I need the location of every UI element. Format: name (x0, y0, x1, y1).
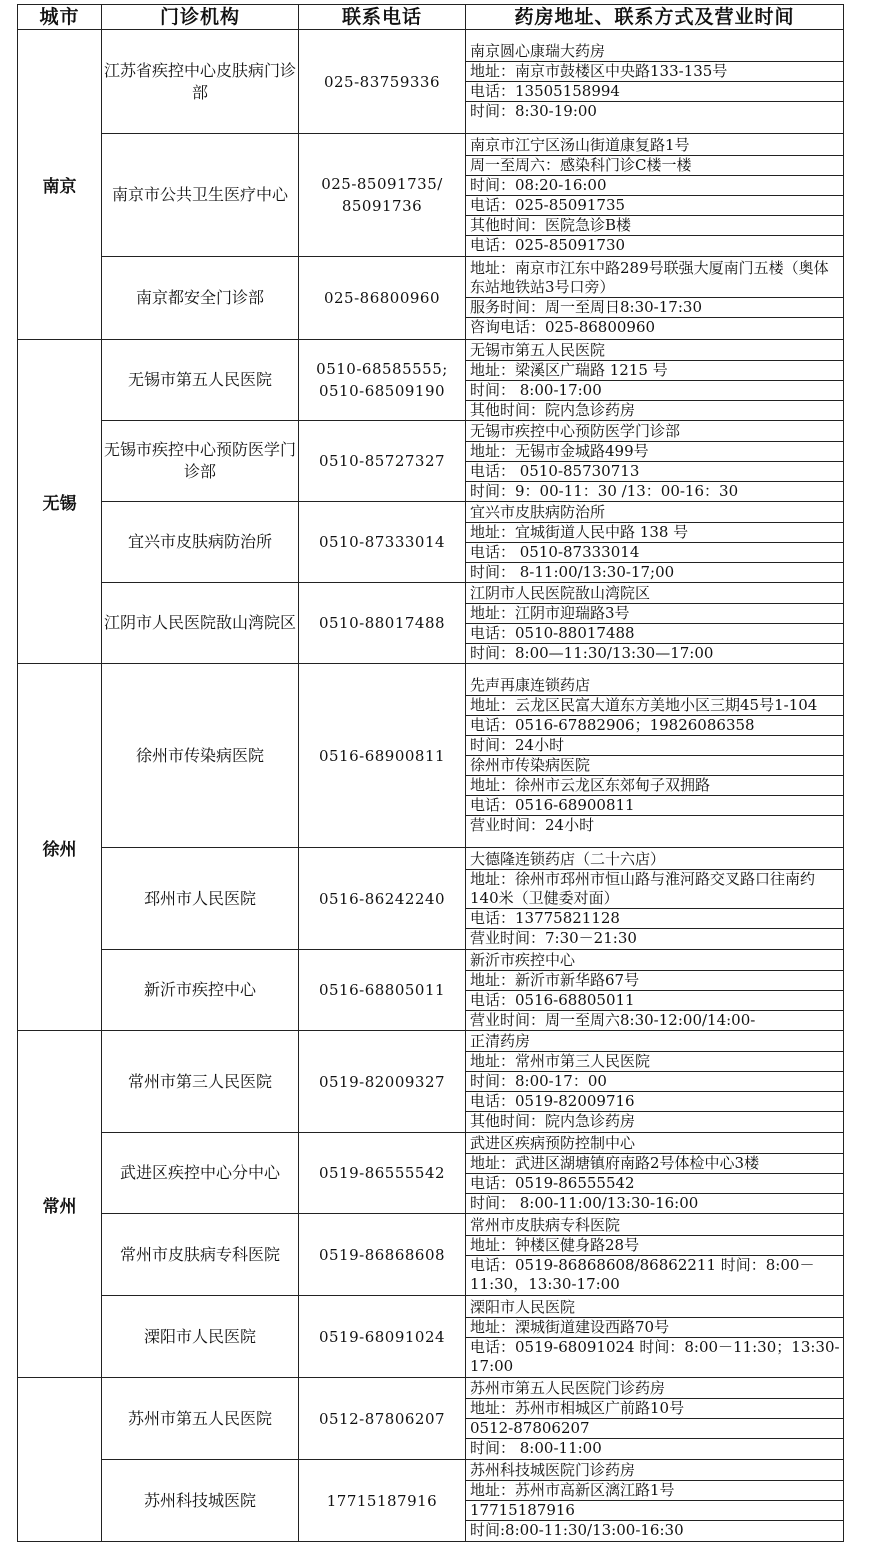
pharmacy-line: 宜兴市皮肤病防治所 (466, 503, 843, 523)
pharmacy-line: 电话：0516-67882906；19826086358 (466, 716, 843, 736)
pharmacy-line: 地址：徐州市邳州市恒山路与淮河路交叉路口往南约140米（卫健委对面） (466, 870, 843, 909)
clinic-phone: 025-83759336 (299, 30, 466, 134)
table-row (18, 340, 844, 421)
table-row (18, 664, 844, 848)
pharmacy-line: 地址：无锡市金城路499号 (466, 442, 843, 462)
table-row (18, 1214, 844, 1296)
header-pharmacy: 药房地址、联系方式及营业时间 (466, 5, 844, 30)
clinic-name: 新沂市疾控中心 (102, 950, 299, 1031)
pharmacy-line: 时间： 8:00-11:00/13:30-16:00 (470, 1193, 699, 1212)
pharmacy-line: 0512-87806207 (466, 1419, 843, 1439)
pharmacy-info (466, 1031, 844, 1133)
pharmacy-line: 地址：苏州市高新区漓江路1号 (466, 1481, 843, 1501)
pharmacy-line: 时间： 8-11:00/13:30-17;00 (470, 562, 675, 581)
clinic-name: 南京市公共卫生医疗中心 (102, 134, 299, 257)
table-row (18, 502, 844, 583)
pharmacy-line: 电话：13505158994 (466, 82, 843, 102)
city-cell-xuzhou: 徐州 (18, 664, 102, 1031)
pharmacy-line: 地址：溧城街道建设西路70号 (466, 1318, 843, 1338)
clinic-name: 江阴市人民医院敔山湾院区 (102, 583, 299, 664)
pharmacy-line: 地址：云龙区民富大道东方美地小区三期45号1-104 (466, 696, 843, 716)
pharmacy-info (466, 340, 844, 421)
clinic-phone: 0510-87333014 (299, 502, 466, 583)
pharmacy-line: 地址：常州市第三人民医院 (466, 1052, 843, 1072)
pharmacy-line: 地址：苏州市相城区广前路10号 (466, 1399, 843, 1419)
table-row (18, 1296, 844, 1378)
pharmacy-line: 地址：宜城街道人民中路 138 号 (466, 523, 843, 543)
city-cell-nanjing: 南京 (18, 30, 102, 340)
pharmacy-info (466, 30, 844, 134)
pharmacy-line: 时间：24小时 (466, 736, 843, 756)
clinic-name: 宜兴市皮肤病防治所 (102, 502, 299, 583)
pharmacy-line: 地址：梁溪区广瑞路 1215 号 (466, 361, 843, 381)
pharmacy-info (466, 421, 844, 502)
pharmacy-line: 电话：13775821128 (466, 909, 843, 929)
pharmacy-line: 正清药房 (466, 1032, 843, 1052)
pharmacy-line: 电话：0519-68091024 时间：8:00－11:30；13:30-17:00 (470, 1337, 840, 1375)
pharmacy-line: 电话：0516-68805011 (466, 991, 843, 1011)
table-row (18, 134, 844, 257)
clinic-name: 徐州市传染病医院 (102, 664, 299, 848)
table-row (18, 30, 844, 134)
pharmacy-info (466, 1296, 844, 1378)
pharmacy-line: 江阴市人民医院敔山湾院区 (466, 584, 843, 604)
clinic-phone: 025-85091735/ 85091736 (299, 134, 466, 257)
pharmacy-line: 无锡市疾控中心预防医学门诊部 (466, 422, 843, 442)
clinic-phone: 025-86800960 (299, 257, 466, 340)
clinic-phone: 17715187916 (299, 1460, 466, 1542)
pharmacy-info (466, 134, 844, 257)
header-row (18, 5, 844, 30)
pharmacy-line: 溧阳市人民医院 (466, 1298, 843, 1318)
pharmacy-line: 苏州市第五人民医院门诊药房 (466, 1379, 843, 1399)
pharmacy-line: 时间： 8:00-17:00 (466, 381, 843, 401)
clinic-name: 常州市皮肤病专科医院 (102, 1214, 299, 1296)
pharmacy-line: 南京市江宁区汤山街道康复路1号 (466, 136, 843, 156)
table-row (18, 583, 844, 664)
pharmacy-line: 营业时间：7:30－21:30 (470, 928, 637, 947)
clinic-phone: 0516-68805011 (299, 950, 466, 1031)
clinic-phone: 0510-88017488 (299, 583, 466, 664)
pharmacy-line: 大德隆连锁药店（二十六店） (466, 850, 843, 870)
clinic-name: 苏州科技城医院 (102, 1460, 299, 1542)
pharmacy-line: 咨询电话：025-86800960 (470, 318, 656, 336)
header-city: 城市 (18, 5, 102, 30)
pharmacy-line: 电话：025-85091730 (470, 235, 626, 254)
pharmacy-line: 电话：0510-88017488 (466, 624, 843, 644)
pharmacy-line: 时间：08:20-16:00 (466, 176, 843, 196)
pharmacy-line: 电话：0519-86868608/86862211 时间：8:00－11:30，13:30-17:00 (470, 1255, 815, 1293)
pharmacy-line: 其他时间：院内急诊药房 (470, 1112, 636, 1130)
pharmacy-line: 服务时间：周一至周日8:30-17:30 (466, 298, 843, 318)
pharmacy-line: 电话：0519-82009716 (466, 1092, 843, 1112)
clinic-phone: 0519-86555542 (299, 1133, 466, 1214)
clinic-name: 武进区疾控中心分中心 (102, 1133, 299, 1214)
pharmacy-line: 地址：徐州市云龙区东郊甸子双拥路 (466, 776, 843, 796)
header-clinic: 门诊机构 (102, 5, 299, 30)
pharmacy-info (466, 257, 844, 340)
clinic-phone: 0519-82009327 (299, 1031, 466, 1133)
pharmacy-line: 电话： 0510-87333014 (466, 543, 843, 563)
clinic-name: 溧阳市人民医院 (102, 1296, 299, 1378)
header-phone: 联系电话 (299, 5, 466, 30)
pharmacy-line: 17715187916 (466, 1501, 843, 1521)
pharmacy-line: 时间：9：00-11：30 /13：00-16：30 (470, 481, 739, 500)
clinic-phone: 0519-68091024 (299, 1296, 466, 1378)
pharmacy-line: 徐州市传染病医院 (466, 756, 843, 776)
clinic-phone: 0516-86242240 (299, 848, 466, 950)
pharmacy-line: 先声再康连锁药店 (466, 676, 843, 696)
table-row (18, 1460, 844, 1542)
pharmacy-line: 时间：8:30-19:00 (470, 102, 597, 120)
table-row (18, 257, 844, 340)
clinic-name: 无锡市第五人民医院 (102, 340, 299, 421)
pharmacy-line: 电话：0519-86555542 (466, 1174, 843, 1194)
pharmacy-line: 地址：南京市江东中路289号联强大厦南门五楼（奥体东站地铁站3号口旁） (466, 259, 843, 298)
pharmacy-line: 地址：新沂市新华路67号 (466, 971, 843, 991)
pharmacy-info (466, 1378, 844, 1460)
pharmacy-line: 地址：钟楼区健身路28号 (466, 1236, 843, 1256)
clinic-name: 无锡市疾控中心预防医学门诊部 (102, 421, 299, 502)
clinic-name: 南京都安全门诊部 (102, 257, 299, 340)
table-row (18, 421, 844, 502)
pharmacy-table (17, 4, 844, 1542)
clinic-phone: 0510-85727327 (299, 421, 466, 502)
pharmacy-info (466, 950, 844, 1031)
pharmacy-info (466, 1214, 844, 1296)
pharmacy-line: 常州市皮肤病专科医院 (466, 1216, 843, 1236)
pharmacy-line: 电话： 0510-85730713 (466, 462, 843, 482)
pharmacy-line: 周一至周六：感染科门诊C楼一楼 (466, 156, 843, 176)
table-row (18, 950, 844, 1031)
pharmacy-info (466, 664, 844, 848)
pharmacy-line: 其他时间：医院急诊B楼 (466, 216, 843, 236)
pharmacy-line: 电话：025-85091735 (466, 196, 843, 216)
city-cell-suzhou (18, 1378, 102, 1542)
pharmacy-line: 南京圆心康瑞大药房 (466, 42, 843, 62)
pharmacy-line: 营业时间：周一至周六8:30-12:00/14:00- (470, 1010, 756, 1029)
pharmacy-info (466, 1460, 844, 1542)
pharmacy-line: 地址：江阴市迎瑞路3号 (466, 604, 843, 624)
pharmacy-line: 地址：武进区湖塘镇府南路2号体检中心3楼 (466, 1154, 843, 1174)
city-cell-wuxi: 无锡 (18, 340, 102, 664)
pharmacy-line: 地址：南京市鼓楼区中央路133-135号 (466, 62, 843, 82)
pharmacy-info (466, 583, 844, 664)
pharmacy-line: 时间：8:00—11:30/13:30—17:00 (470, 643, 714, 662)
clinic-name: 苏州市第五人民医院 (102, 1378, 299, 1460)
table-row (18, 1133, 844, 1214)
pharmacy-line: 时间： 8:00-11:00 (470, 1439, 602, 1457)
pharmacy-line: 无锡市第五人民医院 (466, 341, 843, 361)
table-row (18, 848, 844, 950)
clinic-phone: 0516-68900811 (299, 664, 466, 848)
pharmacy-line: 其他时间：院内急诊药房 (470, 400, 636, 419)
pharmacy-line: 电话：0516-68900811 (466, 796, 843, 816)
table-row (18, 1378, 844, 1460)
clinic-name: 常州市第三人民医院 (102, 1031, 299, 1133)
pharmacy-line: 时间：8:00-17：00 (466, 1072, 843, 1092)
pharmacy-line: 苏州科技城医院门诊药房 (466, 1461, 843, 1481)
clinic-phone: 0510-68585555; 0510-68509190 (299, 340, 466, 421)
table-row (18, 1031, 844, 1133)
pharmacy-info (466, 502, 844, 583)
clinic-phone: 0519-86868608 (299, 1214, 466, 1296)
pharmacy-info (466, 1133, 844, 1214)
pharmacy-line: 新沂市疾控中心 (466, 951, 843, 971)
clinic-phone: 0512-87806207 (299, 1378, 466, 1460)
pharmacy-info (466, 848, 844, 950)
pharmacy-line: 营业时间：24小时 (470, 816, 595, 834)
city-cell-changzhou: 常州 (18, 1031, 102, 1378)
pharmacy-line: 时间:8:00-11:30/13:00-16:30 (470, 1521, 684, 1539)
clinic-name: 江苏省疾控中心皮肤病门诊部 (102, 30, 299, 134)
pharmacy-line: 武进区疾病预防控制中心 (466, 1134, 843, 1154)
clinic-name: 邳州市人民医院 (102, 848, 299, 950)
